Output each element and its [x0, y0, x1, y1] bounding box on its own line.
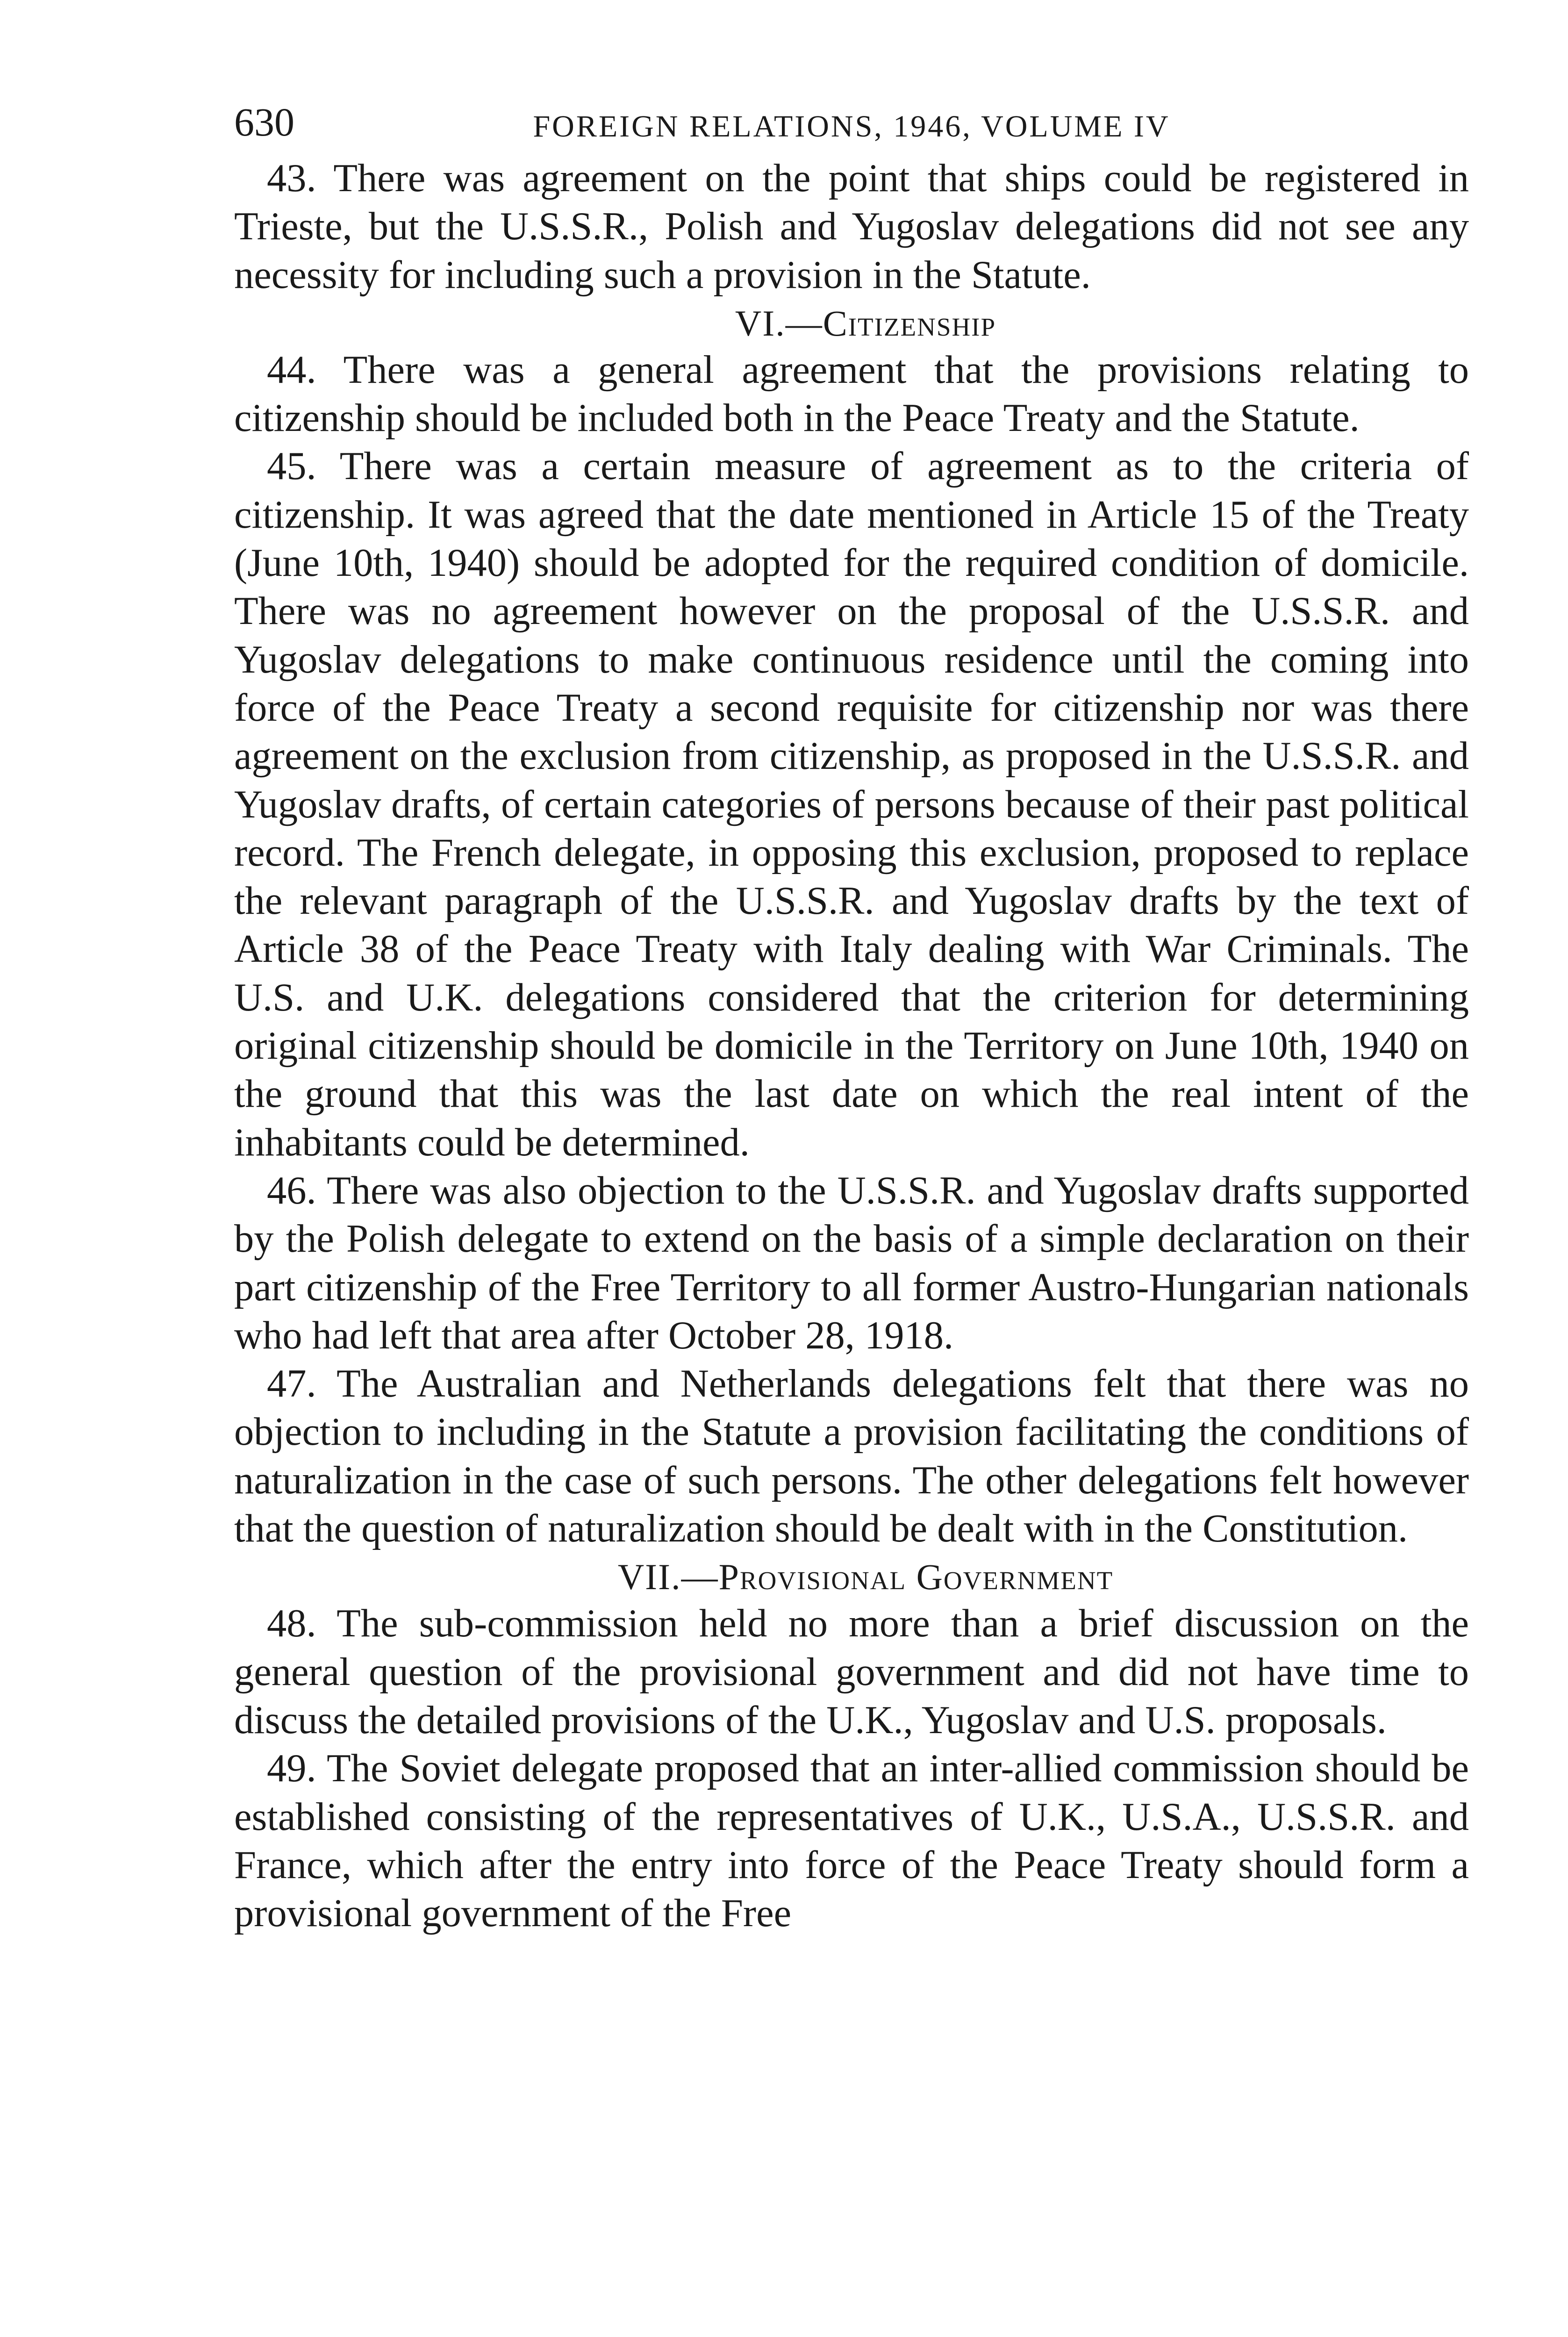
paragraph-45: 45. There was a certain measure of agreement as to the criteria of citizenship. It was agreed that the date mentioned in Article 15 of the Treaty (June 10th, 1940) should be adopted for the required condition of domicile. There was no agreement however on the proposal of the U.S.S.R. and Yugoslav delegations to make continuous residence until the coming into force of the Peace Treaty a second requisite for citizenship nor was there agreement on the exclusion from citizenship, as proposed in the U.S.S.R. and Yugoslav drafts, of certain categories of persons because of their past political record. The French delegate, in opposing this exclusion, proposed to replace the relevant paragraph of the U.S.S.R. and Yugoslav drafts by the text of Article 38 of the Peace Treaty with Italy dealing with War Criminals. The U.S. and U.K. delegations considered that the criterion for determining original citizenship should be domicile in the Territory on June 10th, 1940 on the ground that this was the last date on which the real intent of the inhabitants could be determined.	[234, 444, 1469, 1164]
paragraph-43: 43. There was agreement on the point that ships could be registered in Trieste, but the U.S.S.R., Polish and Yugoslav delegations did not see any necessity for including such a provision in the Statute.	[234, 157, 1469, 297]
running-title: FOREIGN RELATIONS, 1946, VOLUME IV	[533, 109, 1170, 143]
paragraph-49: 49. The Soviet delegate proposed that an inter-allied commission should be established consisting of the representatives of U.K., U.S.A., U.S.S.R. and France, which after the entry into force of the Peace Treaty should form a provisional government of the Free	[234, 1747, 1469, 1936]
paragraph-44: 44. There was a general agreement that the provisions relating to citizenship should be included both in the Peace Treaty and the Statute.	[234, 348, 1469, 440]
section-heading-provisional-government: VII.—Provisional Government	[617, 1556, 1114, 1598]
document-page	[234, 93, 1469, 2337]
paragraph-48: 48. The sub-commission held no more than a brief discussion on the general question of the provisional government and did not have time to discuss the detailed provisions of the U.K., Yugoslav and U.S. proposals.	[234, 1602, 1469, 1742]
paragraph-46: 46. There was also objection to the U.S.S.R. and Yugoslav drafts supported by the Polish delegate to extend on the basis of a simple declaration on their part citizenship of the Free Territory to all former Austro-Hungarian nationals who had left that area after October 28, 1918.	[234, 1168, 1469, 1357]
paragraph-47: 47. The Australian and Netherlands delegations felt that there was no objection to including in the Statute a provision facilitating the conditions of naturalization in the case of such persons. The other delegations felt however that the question of naturalization should be dealt with in the Constitution.	[234, 1362, 1469, 1551]
section-heading-citizenship: VI.—Citizenship	[735, 302, 996, 344]
running-head	[234, 93, 1469, 154]
page-number: 630	[234, 100, 294, 144]
